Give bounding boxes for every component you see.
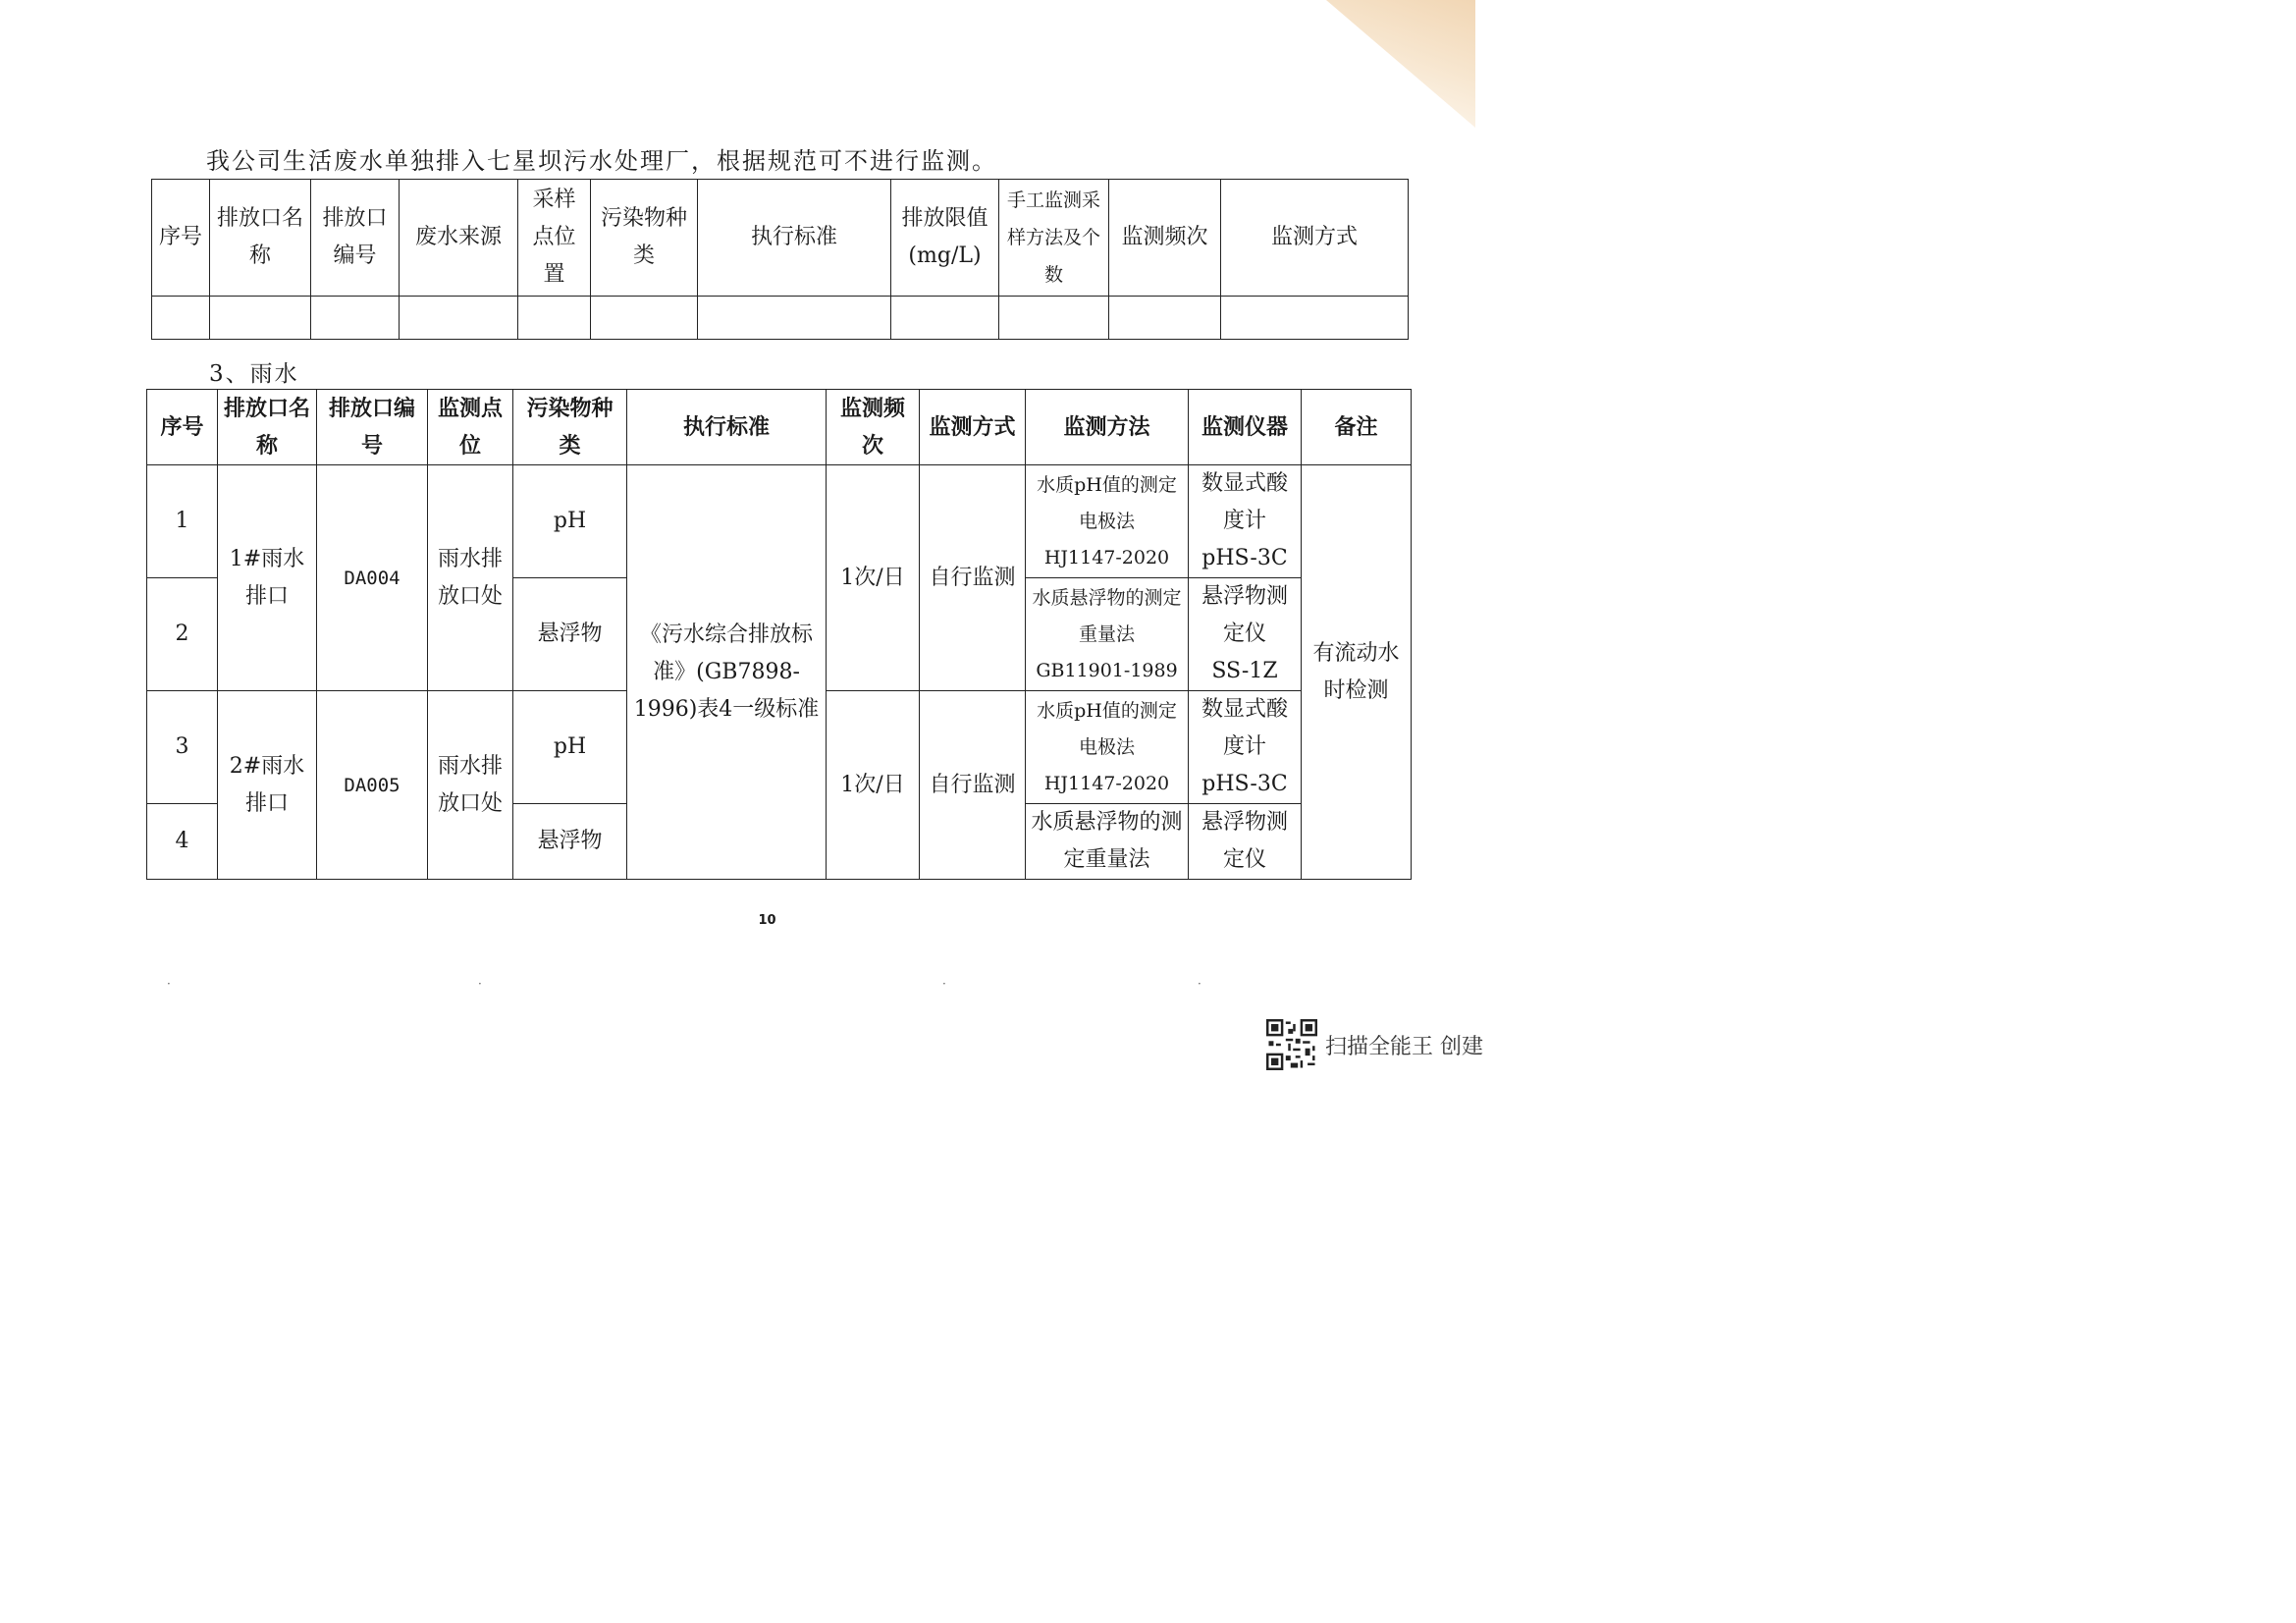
method (1026, 691, 1189, 804)
empty-cell (698, 297, 891, 340)
empty-cell (591, 297, 698, 340)
header-cell: 备注 (1302, 390, 1412, 465)
outlet-name: 1#雨水排口 (218, 465, 317, 691)
method: 水质悬浮物的测定重量法 (1026, 804, 1189, 880)
empty-cell (152, 297, 210, 340)
instrument-model: pHS-3C (1201, 546, 1288, 570)
instrument (1189, 465, 1302, 578)
empty-cell (400, 297, 518, 340)
method-code: GB11901-1989 (1036, 659, 1178, 681)
instrument-name: 数显式酸度计 (1201, 697, 1288, 759)
scan-speck: · (167, 977, 171, 991)
outlet-code: DA004 (317, 465, 428, 691)
paper-corner-decoration (1289, 0, 1475, 128)
pollutant: 悬浮物 (513, 804, 627, 880)
header-cell: 序号 (147, 390, 218, 465)
method-name: 水质pH值的测定电极法 (1037, 699, 1177, 758)
table-header-row (152, 180, 1409, 297)
empty-cell (210, 297, 311, 340)
row-number: 4 (147, 804, 218, 880)
header-cell: 排放口编号 (311, 180, 400, 297)
header-cell: 排放口编号 (317, 390, 428, 465)
header-cell: 序号 (152, 180, 210, 297)
instrument (1189, 691, 1302, 804)
header-cell: 监测点位 (428, 390, 513, 465)
scan-speck: · (478, 977, 482, 991)
pollutant: 悬浮物 (513, 578, 627, 691)
method-code: HJ1147-2020 (1043, 772, 1170, 794)
table-row-empty (152, 297, 1409, 340)
frequency: 1次/日 (827, 691, 920, 880)
instrument (1189, 578, 1302, 691)
row-number: 2 (147, 578, 218, 691)
header-cell: 采样点位置 (518, 180, 591, 297)
row-number: 1 (147, 465, 218, 578)
qr-code-icon (1266, 1019, 1317, 1070)
instrument-model: SS-1Z (1211, 659, 1278, 683)
header-cell: 执行标准 (698, 180, 891, 297)
method-name: 水质悬浮物的测定重量法 (1032, 586, 1182, 645)
rainwater-monitoring-table (146, 389, 1412, 880)
empty-cell (518, 297, 591, 340)
page-number: 10 (758, 913, 776, 928)
outlet-name: 2#雨水排口 (218, 691, 317, 880)
header-cell: 手工监测采样方法及个数 (999, 180, 1109, 297)
header-cell: 排放限值(mg/L) (891, 180, 999, 297)
header-cell: 监测频次 (1109, 180, 1221, 297)
method-code: HJ1147-2020 (1043, 546, 1170, 568)
remark: 有流动水时检测 (1302, 465, 1412, 880)
empty-cell (891, 297, 999, 340)
intro-paragraph: 我公司生活废水单独排入七星坝污水处理厂，根据规范可不进行监测。 (206, 147, 997, 175)
scanner-watermark (1266, 1019, 1483, 1070)
header-cell: 排放口名称 (210, 180, 311, 297)
pollutant: pH (513, 691, 627, 804)
section-title-rainwater: 3、雨水 (209, 361, 299, 387)
empty-cell (1221, 297, 1409, 340)
empty-cell (311, 297, 400, 340)
monitoring-point: 雨水排放口处 (428, 691, 513, 880)
header-cell: 监测方式 (1221, 180, 1409, 297)
header-cell: 执行标准 (627, 390, 827, 465)
instrument-name: 悬浮物测定仪 (1201, 584, 1288, 646)
frequency: 1次/日 (827, 465, 920, 691)
method (1026, 465, 1189, 578)
row-number: 3 (147, 691, 218, 804)
scan-speck: · (1198, 977, 1201, 991)
monitoring-mode: 自行监测 (920, 465, 1026, 691)
header-cell: 排放口名称 (218, 390, 317, 465)
scan-speck: · (942, 977, 946, 991)
header-cell: 监测方法 (1026, 390, 1189, 465)
monitoring-point: 雨水排放口处 (428, 465, 513, 691)
header-cell: 污染物种类 (513, 390, 627, 465)
empty-cell (1109, 297, 1221, 340)
instrument-name: 数显式酸度计 (1201, 471, 1288, 533)
instrument-model: pHS-3C (1201, 772, 1288, 796)
method-name: 水质pH值的测定电极法 (1037, 473, 1177, 532)
header-cell: 监测仪器 (1189, 390, 1302, 465)
header-cell: 监测方式 (920, 390, 1026, 465)
header-cell: 监测频次 (827, 390, 920, 465)
method (1026, 578, 1189, 691)
monitoring-mode: 自行监测 (920, 691, 1026, 880)
header-cell: 废水来源 (400, 180, 518, 297)
standard: 《污水综合排放标准》(GB7898-1996)表4一级标准 (627, 465, 827, 880)
pollutant: pH (513, 465, 627, 578)
domestic-wastewater-table (151, 179, 1409, 340)
table-header-row (147, 390, 1412, 465)
outlet-code: DA005 (317, 691, 428, 880)
empty-cell (999, 297, 1109, 340)
watermark-text: 扫描全能王 创建 (1325, 1034, 1483, 1059)
table-row (147, 465, 1412, 578)
header-cell: 污染物种类 (591, 180, 698, 297)
instrument: 悬浮物测定仪 (1189, 804, 1302, 880)
